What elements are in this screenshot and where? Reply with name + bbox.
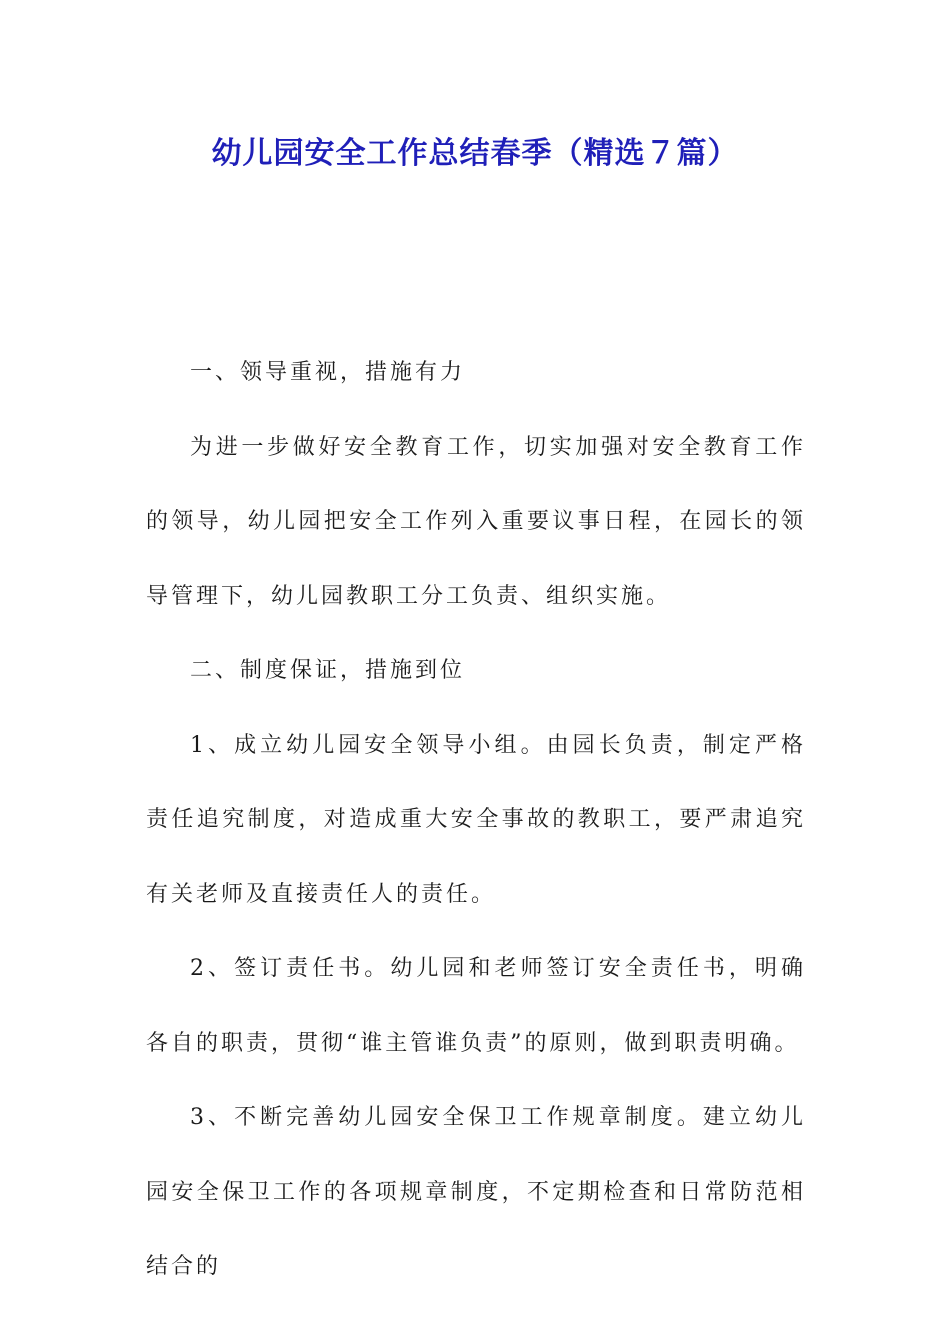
paragraph: 1、成立幼儿园安全领导小组。由园长负责，制定严格责任追究制度，对造成重大安全事故的教职工，要严肃追究有关老师及直接责任人的责任。 <box>146 732 806 907</box>
paragraph: 为进一步做好安全教育工作，切实加强对安全教育工作的领导，幼儿园把安全工作列入重要议事日程，在园长的领导管理下，幼儿园教职工分工负责、组织实施。 <box>146 434 806 609</box>
section-heading: 二、制度保证，措施到位 <box>190 658 466 683</box>
paragraph: 3、不断完善幼儿园安全保卫工作规章制度。建立幼儿园安全保卫工作的各项规章制度，不定期检查和日常防范相结合的 <box>146 1105 806 1279</box>
paragraph: 2、签订责任书。幼儿园和老师签订安全责任书，明确各自的职责，贯彻“谁主管谁负责”的原则，做到职责明确。 <box>146 956 806 1056</box>
section-heading: 一、领导重视，措施有力 <box>190 360 466 385</box>
document-title: 幼儿园安全工作总结春季（精选７篇） <box>211 136 739 171</box>
document-body <box>146 336 806 1305</box>
